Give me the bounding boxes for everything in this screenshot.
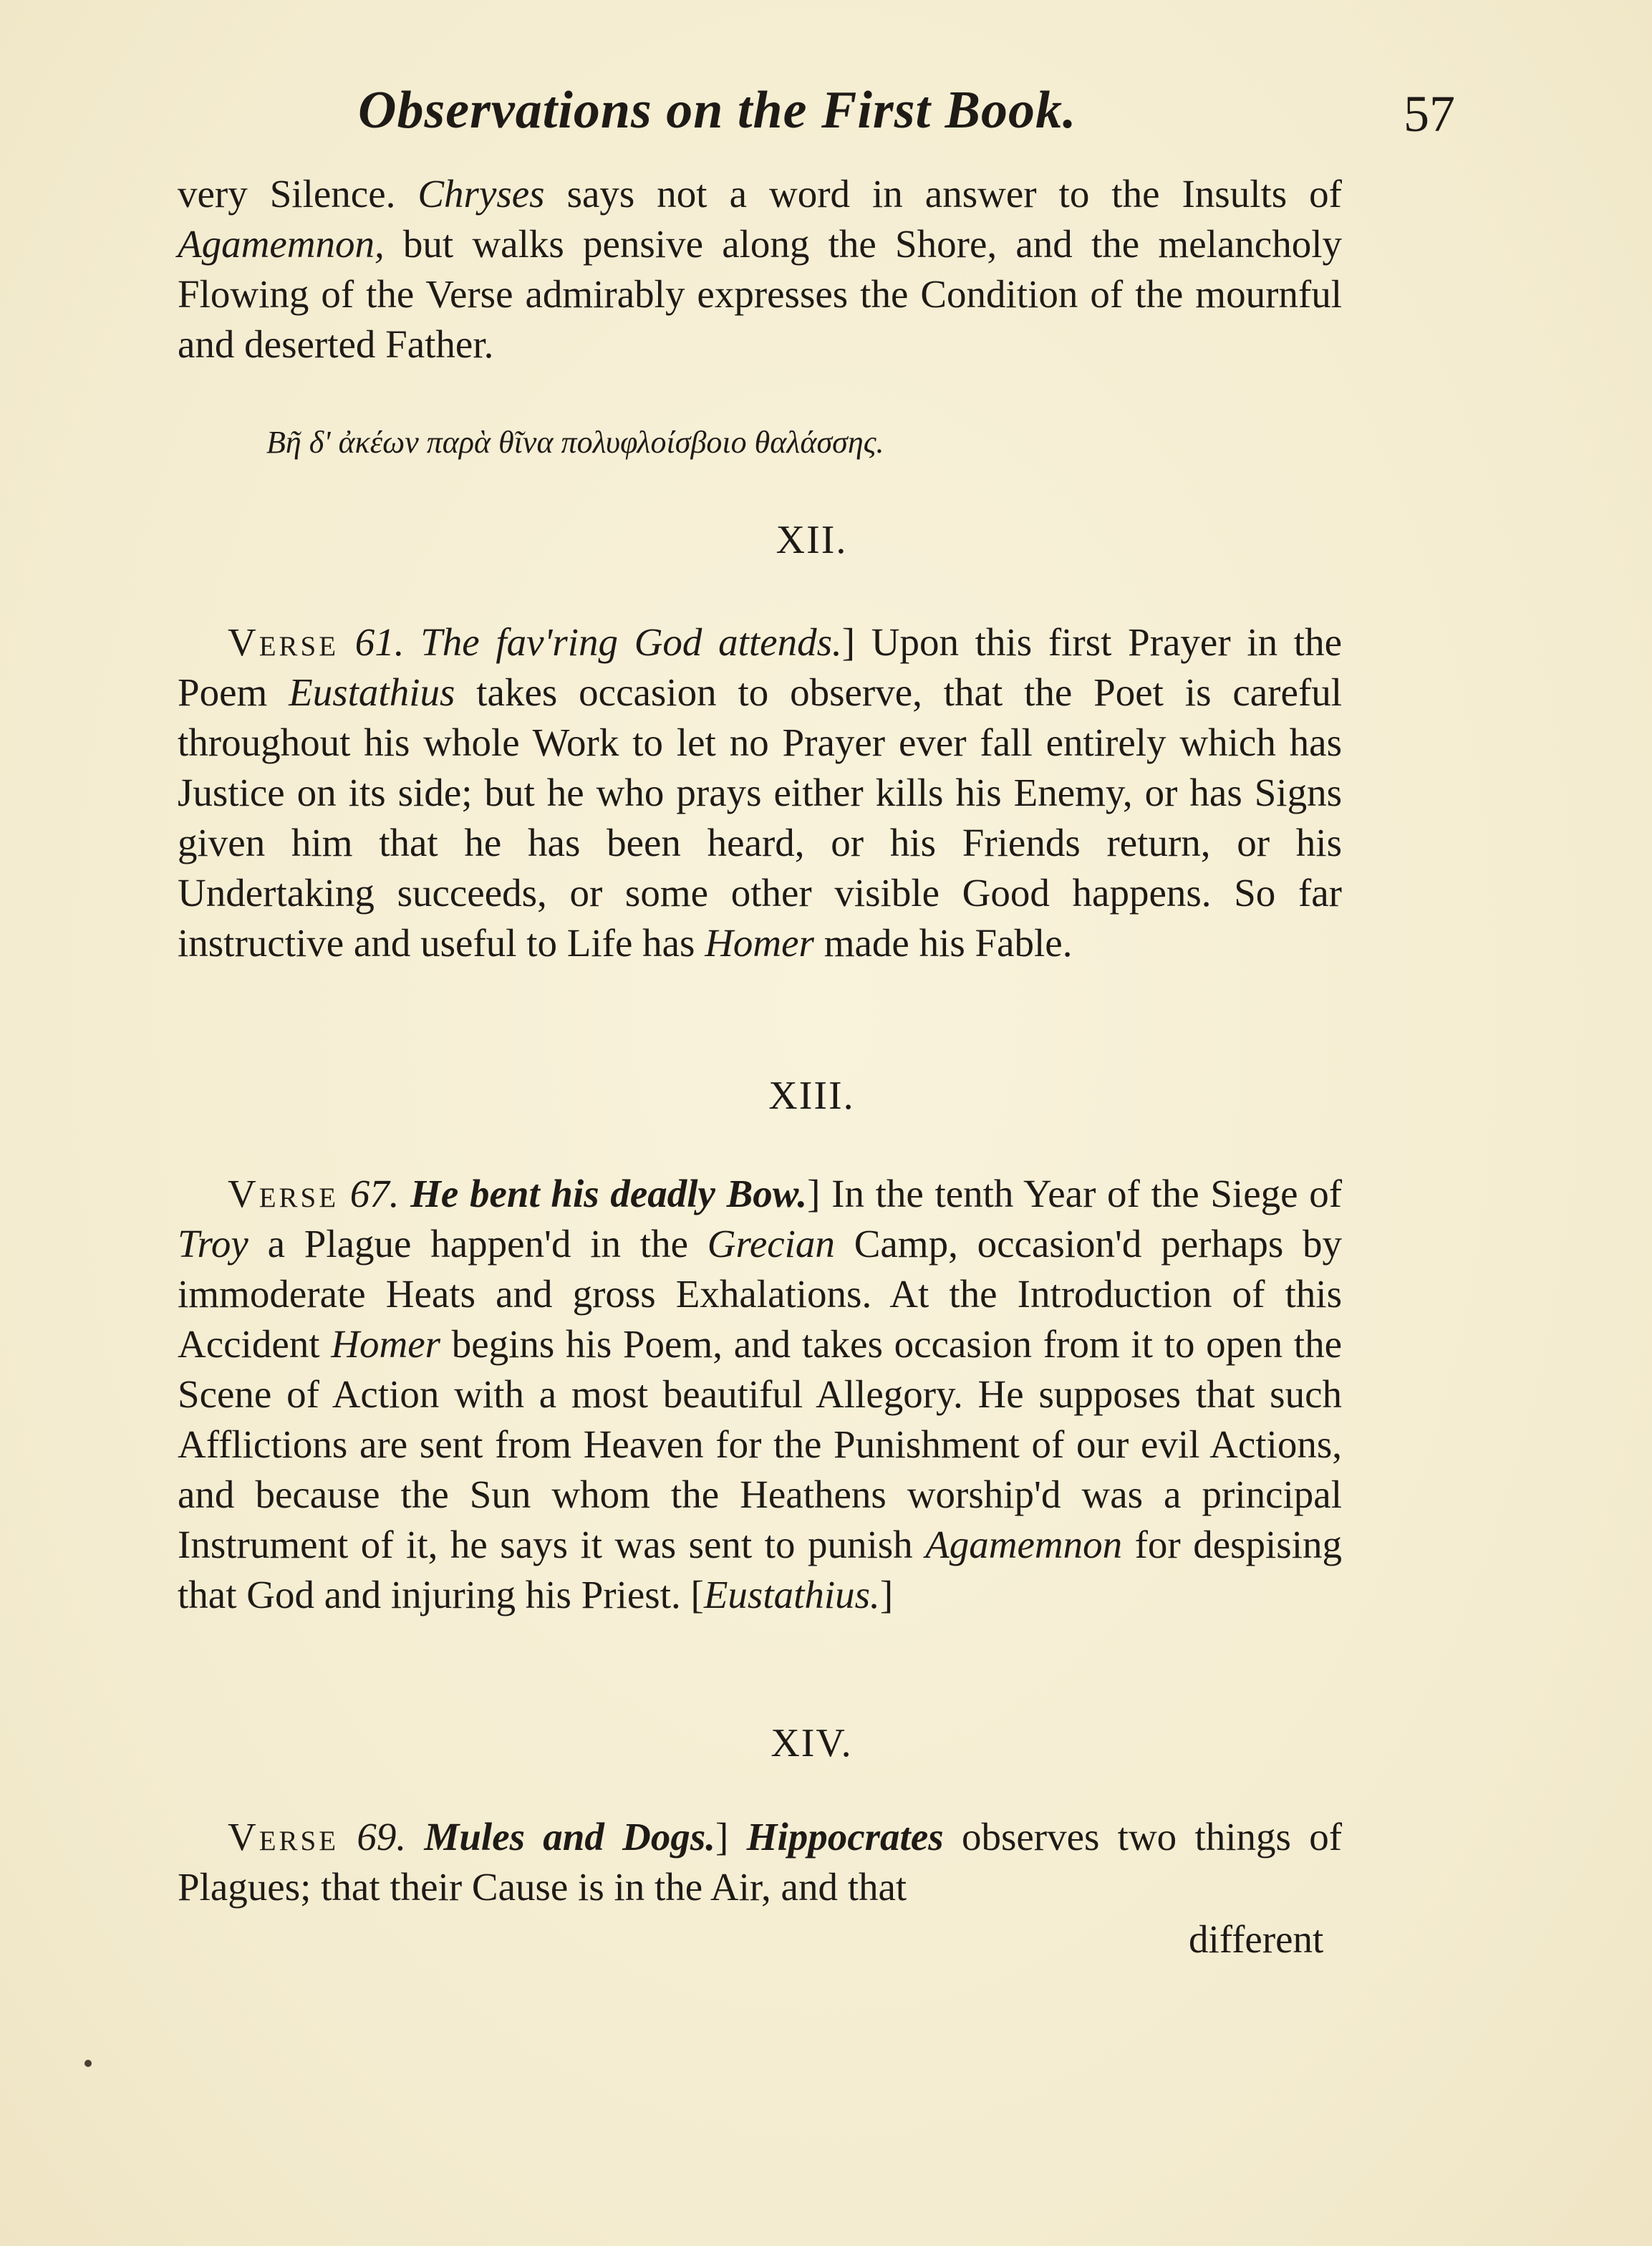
name-agamemnon: Agamemnon, xyxy=(178,222,385,266)
greek-quotation: Βῆ δ' ἀκέων παρὰ θῖνα πολυφλοίσβοιο θαλάσσης. xyxy=(266,425,884,460)
text-segment: begins his Poem, and takes occasion from it to open the Scene of Action with a most beautiful Allegory. He supposes that such Afflictions are sent from Heaven for the Punishment of our evil Actions, and because the Sun whom the Heathens worship'd was a principal Instrument of it, he says it was sent to punish xyxy=(178,1322,1343,1566)
section-numeral-xii: XII. xyxy=(776,518,848,562)
lemma: Mules and Dogs. xyxy=(424,1815,716,1859)
name-homer: Homer xyxy=(705,921,814,965)
verse-label: Verse xyxy=(228,1815,339,1859)
section-xiv-paragraph xyxy=(178,1812,1342,1912)
paper-speck xyxy=(84,2060,92,2067)
text-segment: made his Fable. xyxy=(813,921,1073,965)
text-segment: observes two things of Plagues; that their Cause is in the Air, and that xyxy=(178,1815,1343,1909)
text-segment: but walks pensive along the Shore, and the melancholy Flowing of the Verse admirably expresses the Condition of the mournful and deserted Father. xyxy=(178,222,1342,366)
name-hippocrates: Hippocrates xyxy=(746,1815,944,1859)
section-numeral-xiii: XIII. xyxy=(768,1074,855,1118)
name-chryses: Chryses xyxy=(417,172,545,216)
catchword: different xyxy=(1189,1917,1324,1961)
lemma: He bent his deadly Bow. xyxy=(410,1172,808,1215)
name-troy: Troy xyxy=(178,1222,248,1266)
running-title: Observations on the First Book. xyxy=(358,81,1077,140)
text-segment: says not a word in answer to the Insults of xyxy=(544,172,1342,216)
verse-number: 67. xyxy=(349,1172,400,1215)
bracket: ] xyxy=(841,620,856,664)
text-segment: takes occasion to observe, that the Poet is careful throughout his whole Work to let no Prayer ever fall entirely which has Justice on its side; but he who prays either kills his Enemy, or has Signs given him that he has been heard, or his Friends return, or his Undertaking succeeds, or some other visible Good happens. So far instructive and useful to Life has xyxy=(178,670,1343,965)
bracket: ] xyxy=(715,1815,729,1859)
section-xiii-paragraph xyxy=(178,1169,1342,1620)
page-number: 57 xyxy=(1404,85,1455,143)
verse-number: 69. xyxy=(357,1815,407,1859)
verse-label: Verse xyxy=(228,620,339,664)
opening-paragraph xyxy=(178,169,1342,370)
name-grecian: Grecian xyxy=(707,1222,835,1266)
section-xii-paragraph xyxy=(178,617,1342,968)
text-segment: Upon this first Prayer in the Poem xyxy=(178,620,1342,714)
name-homer: Homer xyxy=(331,1322,441,1366)
text-segment: for despising that God and injuring his Priest. xyxy=(178,1523,1342,1616)
name-agamemnon: Agamemnon xyxy=(925,1523,1123,1566)
bracket: ] xyxy=(807,1172,821,1215)
section-numeral-xiv: XIV. xyxy=(771,1721,853,1765)
text-segment: In the tenth Year of the Siege of xyxy=(820,1172,1343,1215)
text-segment: very Silence. xyxy=(178,172,418,216)
verse-label: Verse xyxy=(228,1172,339,1215)
lemma: The fav'ring God attends. xyxy=(420,620,842,664)
text-segment: Camp, occasion'd perhaps by immoderate Heats and gross Exhalations. At the Introduction of this Accident xyxy=(178,1222,1343,1366)
citation-bracket: ] xyxy=(879,1573,894,1616)
citation-eustathius: Eustathius. xyxy=(703,1573,880,1616)
name-eustathius: Eustathius xyxy=(289,670,455,714)
text-segment: a Plague happen'd in the xyxy=(248,1222,707,1266)
verse-number: 61. xyxy=(354,620,405,664)
citation-bracket: [ xyxy=(690,1573,704,1616)
